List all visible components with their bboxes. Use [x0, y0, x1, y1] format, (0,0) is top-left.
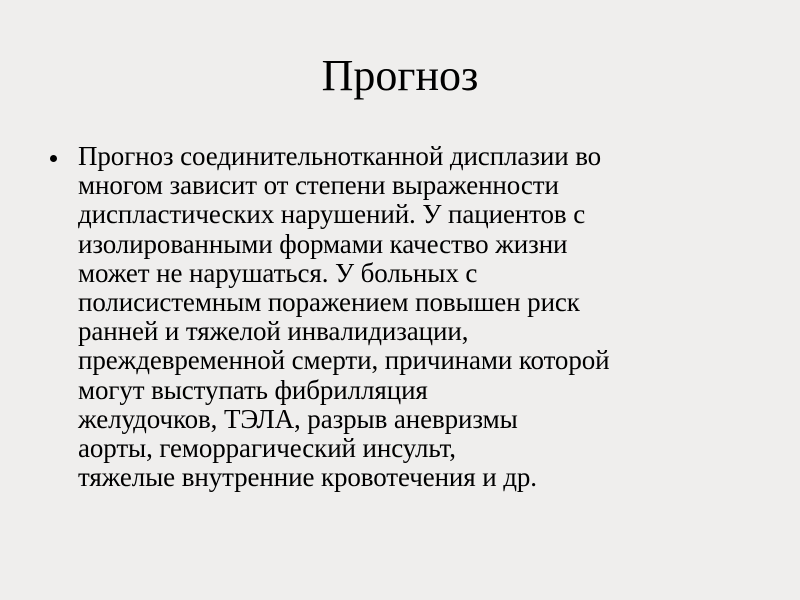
bullet-text-line: желудочков, ТЭЛА, разрыв аневризмы [78, 403, 518, 434]
bullet-text-line: полисистемным поражением повышен риск [78, 287, 580, 318]
slide-title: Прогноз [321, 51, 479, 100]
bullet-text-line: ранней и тяжелой инвалидизации, [78, 316, 469, 347]
bullet-list [46, 142, 746, 492]
bullet-text-line: тяжелые внутренние кровотечения и др. [78, 462, 537, 493]
bullet-item [46, 142, 746, 492]
bullet-text-line: диспластических нарушений. У пациентов с [78, 199, 586, 230]
bullet-text-line: Прогноз соединительнотканной дисплазии во [78, 141, 602, 171]
bullet-text-line: может не нарушаться. У больных с [78, 257, 478, 288]
bullet-text-line: многом зависит от степени выраженности [78, 170, 559, 201]
bullet-text-line: изолированными формами качество жизни [78, 228, 568, 259]
bullet-text [78, 142, 746, 492]
bullet-text-line: могут выступать фибрилляция [78, 374, 428, 405]
bullet-dot-icon [50, 155, 57, 162]
bullet-text-line: преждевременной смерти, причинами которой [78, 345, 610, 376]
bullet-text-line: аорты, геморрагический инсульт, [78, 433, 456, 464]
